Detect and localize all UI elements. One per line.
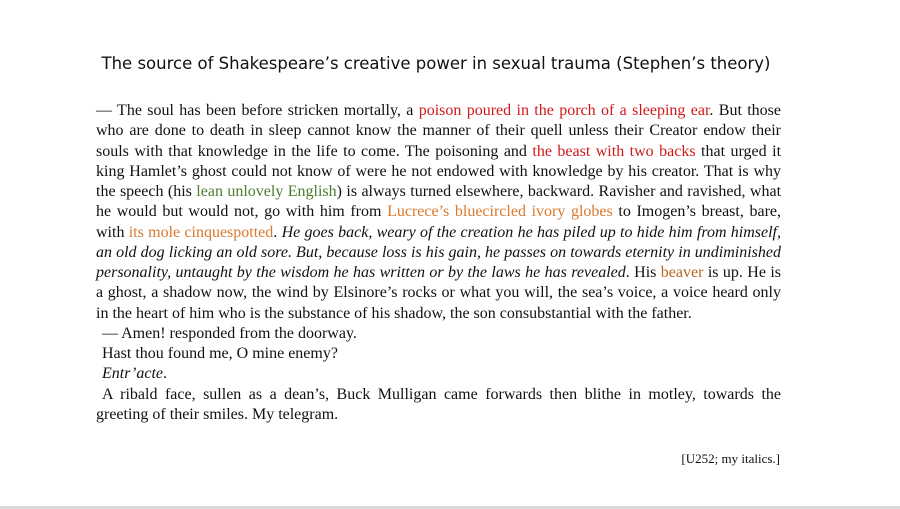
- text-run: . But those who are done to death in sleep cannot know the manner of their quell unless their Creator endow their souls with that knowledge in the life to come. The poisoning and: [96, 102, 782, 160]
- entracte-italic: Entr’acte: [102, 365, 164, 383]
- paragraph-main: [96, 101, 781, 324]
- citation: [U252; my italics.]: [681, 451, 780, 466]
- paragraph-mulligan: A ribald face, sullen as a dean’s, Buck Mulligan came forwards then blithe in motley, towards the greeting of their smiles. My telegram.: [96, 385, 781, 423]
- highlight-lucrece: Lucrece’s bluecircled ivory globes: [387, 203, 613, 221]
- text-run: ) is always turned elsewhere, backward. Ravisher and ravished, what he would but would not, go with him from: [96, 183, 782, 221]
- paragraph-amen: — Amen! responded from the doorway.: [102, 324, 357, 342]
- text-run: — The soul has been before stricken mortally, a: [96, 102, 419, 119]
- highlight-beast: the beast with two backs: [532, 142, 696, 160]
- highlight-lean-english: lean unlovely English: [196, 183, 337, 200]
- highlight-poison: poison poured in the porch of a sleeping ear: [418, 102, 710, 119]
- text-run: is up. He is a ghost, a shadow now, the wind by Elsinore’s rocks or what you will, the sea’s voice, a voice heard only in the heart of him who is the substance of his shadow, the son consubstantial with the father.: [96, 264, 781, 322]
- italic-passage: He goes back, weary of the creation he has piled up to hide him from himself, an old dog licking an old sore. But, because loss is his gain, he passes on towards eternity in undiminished personality, untaught by the wisdom he has written or by the laws he has revealed: [96, 223, 782, 281]
- text-run: .: [273, 223, 282, 241]
- slide-title: The source of Shakespeare’s creative power in sexual trauma (Stephen’s theory): [101, 54, 771, 73]
- text-run: .: [163, 365, 168, 383]
- paragraph-enemy: Hast thou found me, O mine enemy?: [102, 345, 338, 362]
- text-run: to Imogen’s breast, bare, with: [96, 203, 781, 241]
- paragraph-entracte: [96, 364, 781, 384]
- highlight-mole: its mole cinquespotted: [128, 223, 274, 241]
- quotation-body: [96, 101, 781, 425]
- text-run: . His: [625, 264, 661, 281]
- text-run: that urged it king Hamlet’s ghost could not know of were he not endowed with knowledge by his creator. That is why the speech (his: [96, 142, 782, 200]
- highlight-beaver: beaver: [660, 264, 704, 281]
